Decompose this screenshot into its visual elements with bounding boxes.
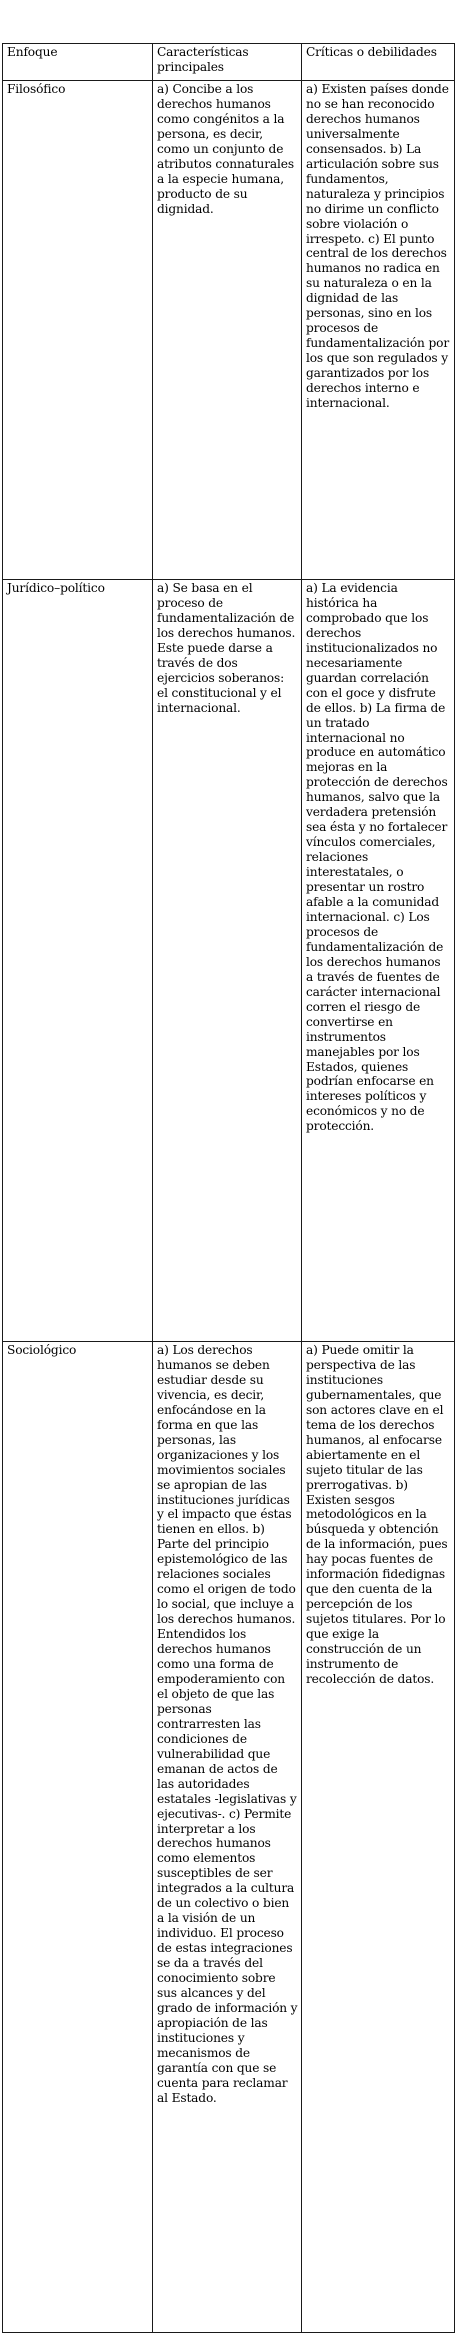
- cell-caracteristicas: a) Concibe a los derechos humanos como congénitos a la persona, es decir, como un conjunto de atributos connaturales a la especie humana, producto de su dignidad.: [153, 81, 302, 580]
- cell-criticas: a) Puede omitir la perspectiva de las instituciones gubernamentales, que son actores clave en el tema de los derechos humanos, al enfocarse abiertamente en el sujeto titular de las prerrogativas. b) Existen sesgos metodológicos en la búsqueda y obtención de la información, pues hay pocas fuentes de información fidedignas que den cuenta de la percepción de los sujetos titulares. Por lo que exige la construcción de un instrumento de recolección de datos.: [302, 1342, 455, 2333]
- header-enfoque: Enfoque: [3, 44, 153, 81]
- table-row: [3, 81, 455, 580]
- table-row: [3, 1342, 455, 2333]
- table-header-row: [3, 44, 455, 81]
- cell-criticas: a) La evidencia histórica ha comprobado que los derechos institucionalizados no necesariamente guardan correlación con el goce y disfrute de ellos. b) La firma de un tratado internacional no produce en automático mejoras en la protección de derechos humanos, salvo que la verdadera pretensión sea ésta y no fortalecer vínculos comerciales, relaciones interestatales, o presentar un rostro afable a la comunidad internacional. c) Los procesos de fundamentalización de los derechos humanos a través de fuentes de carácter internacional corren el riesgo de convertirse en instrumentos manejables por los Estados, quienes podrían enfocarse en intereses políticos y económicos y no de protección.: [302, 580, 455, 1342]
- cell-enfoque: Sociológico: [3, 1342, 153, 2333]
- cell-caracteristicas: a) Los derechos humanos se deben estudiar desde su vivencia, es decir, enfocándose en la forma en que las personas, las organizaciones y los movimientos sociales se apropian de las instituciones jurídicas y el impacto que éstas tienen en ellos. b) Parte del principio epistemológico de las relaciones sociales como el origen de todo lo social, que incluye a los derechos humanos. Entendidos los derechos humanos como una forma de empoderamiento con el objeto de que las personas contrarresten las condiciones de vulnerabilidad que emanan de actos de las autoridades estatales -legislativas y ejecutivas-. c) Permite interpretar a los derechos humanos como elementos susceptibles de ser integrados a la cultura de un colectivo o bien a la visión de un individuo. El proceso de estas integraciones se da a través del conocimiento sobre sus alcances y del grado de información y apropiación de las instituciones y mecanismos de garantía con que se cuenta para reclamar al Estado.: [153, 1342, 302, 2333]
- approaches-table: [2, 43, 455, 2333]
- header-caracteristicas: Características principales: [153, 44, 302, 81]
- cell-criticas: a) Existen países donde no se han reconocido derechos humanos universalmente consensados. b) La articulación sobre sus fundamentos, naturaleza y principios no dirime un conflicto sobre violación o irrespeto. c) El punto central de los derechos humanos no radica en su naturaleza o en la dignidad de las personas, sino en los procesos de fundamentalización por los que son regulados y garantizados por los derechos interno e internacional.: [302, 81, 455, 580]
- cell-enfoque: Filosófico: [3, 81, 153, 580]
- table-row: [3, 580, 455, 1342]
- cell-enfoque: Jurídico–político: [3, 580, 153, 1342]
- cell-caracteristicas: a) Se basa en el proceso de fundamentalización de los derechos humanos. Este puede darse a través de dos ejercicios soberanos: el constitucional y el internacional.: [153, 580, 302, 1342]
- header-criticas: Críticas o debilidades: [302, 44, 455, 81]
